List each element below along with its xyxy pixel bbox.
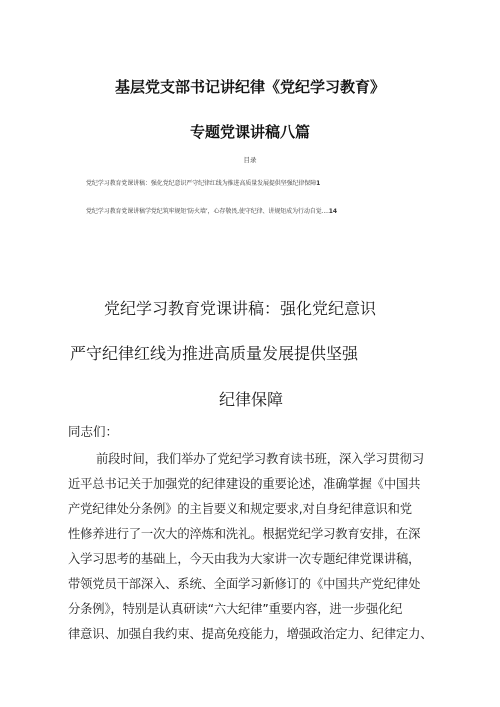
document-title-line-1: 基层党支部书记讲纪律《党纪学习教育》	[114, 78, 385, 96]
document-title-line-2: 专题党课讲稿八篇	[189, 123, 310, 141]
section-title-line-2: 严守纪律红线为推进高质量发展提供坚强	[70, 344, 359, 363]
body-line: 近平总书记关于加强党的纪律建设的重要论述，准确掌握《中国共	[68, 477, 421, 491]
toc-heading: 目录	[243, 156, 257, 164]
toc-entry-text: 党纪学习教育党课讲稿学党纪筑牢规矩‘防火墙’，心存敬畏,使守纪律、讲规矩成为行动自觉....	[86, 208, 329, 215]
body-line: 带领党员干部深入、系统、全面学习新修订的《中国共产党纪律处	[68, 577, 421, 591]
toc-entry-text: 党纪学习教育党课讲稿：强化党纪意识严守纪律红线为推进高质量发展提供坚强纪律保障	[86, 180, 317, 187]
toc-entry-page: 1	[316, 180, 321, 187]
greeting: 同志们：	[68, 424, 119, 439]
body-line: 律意识、加强自我约束、提高免疫能力，增强政治定力、纪律定力、	[68, 627, 433, 641]
body-line: 性修养进行了一次大的淬炼和洗礼。根据党纪学习教育安排，在深	[68, 527, 421, 541]
section-title-line-3: 纪律保障	[219, 390, 284, 409]
toc-entry-page: 14	[328, 208, 337, 215]
toc-entry[interactable]	[86, 178, 320, 187]
body-line: 入学习思考的基础上，今天由我为大家讲一次专题纪律党课讲稿，	[68, 552, 421, 566]
body-line: 前段时间，我们举办了党纪学习教育读书班，深入学习贯彻习	[96, 452, 424, 466]
section-title-line-1: 党纪学习教育党课讲稿：强化党纪意识	[104, 299, 377, 318]
body-line: 分条例》，特别是认真研读“六大纪律”重要内容，进一步强化纪	[68, 602, 403, 616]
body-line: 产党纪律处分条例》的主旨要义和规定要求,对自身纪律意识和党	[68, 502, 412, 516]
toc-entry[interactable]	[86, 206, 337, 215]
